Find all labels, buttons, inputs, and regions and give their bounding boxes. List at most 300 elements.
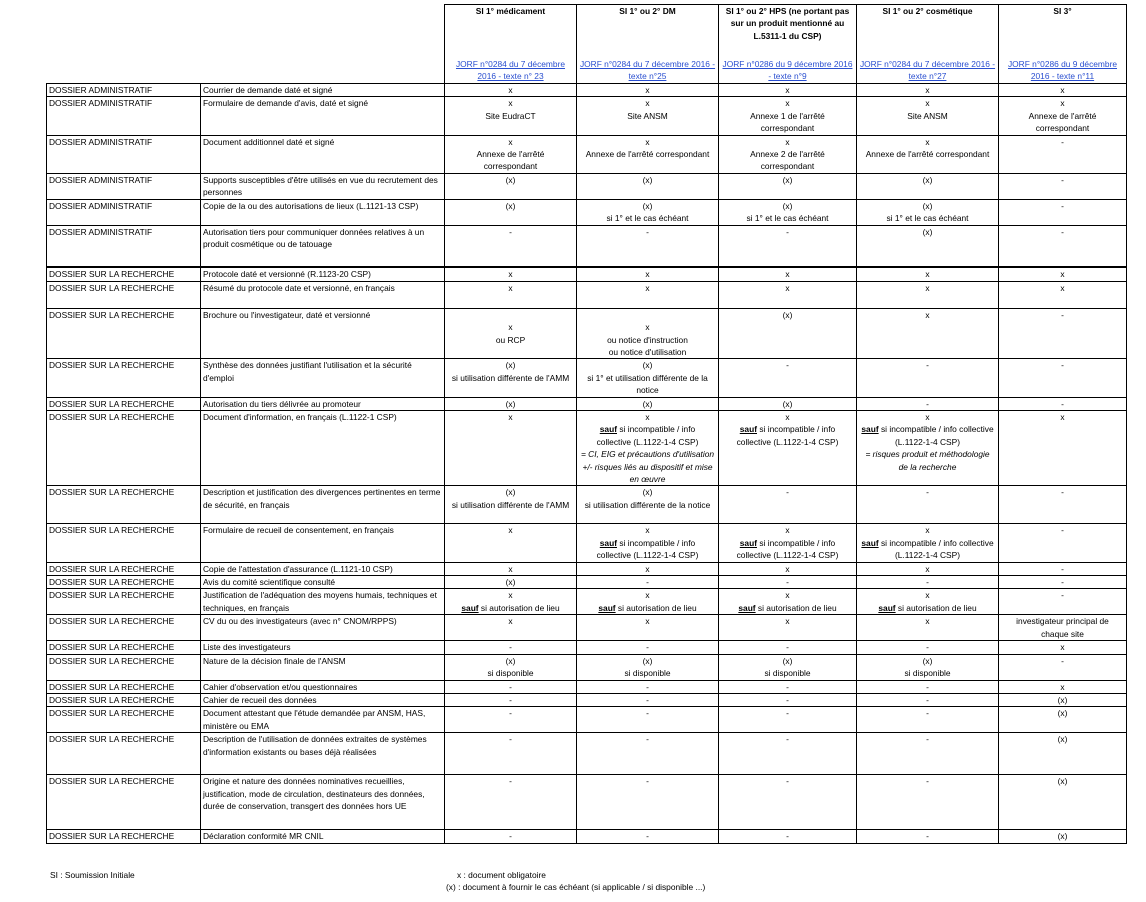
requirement-cell [719,397,857,410]
table-row [47,615,1127,641]
requirement-cell [999,562,1127,575]
cell-line: (x) [1057,776,1068,787]
cell-line: Site ANSM [627,110,668,121]
cell-line: - [926,734,929,745]
table-row [47,135,1127,173]
cell-line: x [785,525,790,536]
requirement-cell [577,97,719,135]
cell-line: x [785,136,790,147]
category-cell: DOSSIER SUR LA RECHERCHE [47,733,201,775]
requirement-cell [999,707,1127,733]
cell-line: - [1061,655,1064,666]
requirement-cell [577,707,719,733]
cell-line: - [1061,525,1064,536]
document-cell: Déclaration conformité MR CNIL [201,830,445,843]
document-cell: Liste des investigateurs [201,641,445,654]
requirement-cell [857,641,999,654]
requirement-cell [719,173,857,199]
cell-line: - [786,708,789,719]
cell-line: (x) [922,200,933,211]
document-cell: Formulaire de recueil de consentement, en français [201,524,445,562]
cell-line: - [786,734,789,745]
cell-line: x [785,616,790,627]
requirement-cell [999,267,1127,281]
requirement-cell [577,281,719,308]
exception-keyword: sauf [599,424,617,435]
table-row [47,589,1127,615]
requirement-cell [719,562,857,575]
cell-line: (x) [782,398,793,409]
cell-line: x [645,322,650,333]
requirement-cell [577,84,719,97]
requirement-cell [445,135,577,173]
requirement-cell [719,267,857,281]
requirement-cell [857,84,999,97]
requirements-table [46,4,1127,844]
table-row [47,693,1127,706]
cell-line: - [926,694,929,705]
requirement-cell [445,615,577,641]
requirement-cell [577,615,719,641]
jorf-reference-link[interactable]: JORF n°0286 du 9 décembre 2016 - texte n°11 [1007,59,1118,81]
requirement-cell [719,84,857,97]
requirement-cell [857,173,999,199]
cell-line: - [646,708,649,719]
requirement-cell [999,486,1127,524]
table-row [47,576,1127,589]
cell-line: notice [636,385,659,396]
requirement-cell [999,135,1127,173]
cell-line-exception: sauf si incompatible / info [739,537,836,548]
cell-line: correspondant [1035,123,1090,134]
cell-line: x [508,269,513,280]
table-row [47,654,1127,680]
cell-line: x [925,85,930,95]
category-cell: DOSSIER SUR LA RECHERCHE [47,775,201,830]
cell-line: x [925,590,930,601]
table-row [47,267,1127,281]
cell-line: x [785,563,790,574]
document-cell: Brochure ou l'investigateur, daté et versionné [201,308,445,359]
cell-line: - [646,681,649,692]
category-cell: DOSSIER SUR LA RECHERCHE [47,707,201,733]
category-cell: DOSSIER SUR LA RECHERCHE [47,524,201,562]
cell-line-exception: sauf si autorisation de lieu [878,602,977,613]
cell-line: - [1061,577,1064,588]
category-cell: DOSSIER SUR LA RECHERCHE [47,654,201,680]
category-cell: DOSSIER SUR LA RECHERCHE [47,308,201,359]
cell-line: (x) [642,174,653,185]
requirement-cell [857,654,999,680]
cell-line: x [645,136,650,147]
requirement-cell [999,589,1127,615]
document-cell: Document d'information, en français (L.1122-1 CSP) [201,411,445,486]
requirement-cell [445,576,577,589]
category-cell: DOSSIER SUR LA RECHERCHE [47,830,201,843]
requirement-cell [857,225,999,267]
cell-line: collective (L.1122-1-4 CSP) [736,436,839,447]
cell-line: x [508,616,513,627]
cell-spacer [447,309,574,321]
requirement-cell [719,641,857,654]
cell-line-exception: sauf si incompatible / info [599,424,696,435]
requirement-cell [719,830,857,843]
cell-line: si 1° et le cas échéant [606,213,689,224]
cell-line: (x) [922,226,933,237]
requirement-cell [999,359,1127,397]
cell-line: - [926,360,929,371]
cell-line: x [785,590,790,601]
requirement-cell [719,411,857,486]
cell-line: Annexe de l'arrêté [1028,110,1097,121]
requirement-cell [445,486,577,524]
requirement-cell [445,589,577,615]
requirement-cell [445,654,577,680]
cell-line: - [1061,487,1064,498]
cell-line: x [1060,282,1065,293]
category-cell: DOSSIER SUR LA RECHERCHE [47,576,201,589]
cell-line: (x) [505,487,516,498]
cell-line: - [926,398,929,409]
exception-keyword: sauf [461,602,479,613]
requirement-cell [445,733,577,775]
requirement-cell [719,225,857,267]
cell-line: x [645,98,650,109]
cell-line-exception: sauf si autorisation de lieu [598,602,697,613]
cell-line: - [1061,398,1064,409]
cell-line: si disponible [487,668,534,679]
exception-keyword: sauf [861,424,879,435]
requirement-cell [999,775,1127,830]
cell-line: x [925,282,930,293]
requirement-cell [445,411,577,486]
document-cell: Cahier d'observation et/ou questionnaires [201,680,445,693]
document-cell: Autorisation tiers pour communiquer données relatives à un produit cosmétique ou de tatouage [201,225,445,267]
requirement-cell [719,589,857,615]
cell-line: Annexe 2 de l'arrêté [750,149,825,160]
cell-line: - [926,831,929,842]
jorf-reference-link[interactable]: JORF n°0284 du 7 décembre 2016 - texte n° 23 [455,59,566,81]
cell-line: x [508,525,513,536]
cell-line: (x) [642,398,653,409]
cell-line: x [508,590,513,601]
requirement-cell [719,359,857,397]
table-row [47,775,1127,830]
requirement-cell [577,173,719,199]
cell-line: - [509,708,512,719]
requirement-cell [999,524,1127,562]
cell-line: - [646,226,649,237]
document-cell: Origine et nature des données nominatives recueillies, justification, mode de circulation, destinateurs des données, durée de conservation, transgert des données hors UE [201,775,445,830]
requirement-cell [857,97,999,135]
cell-line-exception: sauf si autorisation de lieu [461,602,560,613]
cell-line: x [925,563,930,574]
cell-line: x [645,412,650,422]
exception-keyword: sauf [739,537,757,548]
cell-line: - [926,577,929,588]
requirement-cell [999,641,1127,654]
cell-line: x [1060,412,1065,422]
requirement-cell [999,411,1127,486]
requirement-cell [857,707,999,733]
requirement-cell [857,775,999,830]
requirement-cell [445,562,577,575]
table-row [47,199,1127,225]
table-row [47,733,1127,775]
requirement-cell [857,524,999,562]
cell-line: - [509,831,512,842]
cell-line: - [646,694,649,705]
category-cell: DOSSIER SUR LA RECHERCHE [47,693,201,706]
table-row [47,641,1127,654]
cell-line: (x) [1057,694,1068,705]
requirement-cell [445,707,577,733]
document-cell: Résumé du protocole date et versionné, en français [201,281,445,308]
requirement-cell [999,654,1127,680]
legend-x: x : document obligatoire [457,870,546,880]
document-cell: Protocole daté et versionné (R.1123-20 CSP) [201,267,445,281]
requirement-cell [577,308,719,359]
cell-line: x [1060,269,1065,280]
cell-line: si disponible [764,668,811,679]
cell-line: Annexe de l'arrêté correspondant [585,149,710,160]
requirement-cell [857,733,999,775]
table-row [47,524,1127,562]
cell-line: x [508,282,513,293]
column-title: SI 1° médicament [475,6,546,16]
requirement-cell [857,830,999,843]
cell-line: (L.1122-1-4 CSP) [894,436,960,447]
column-title: SI 1° ou 2° HPS (ne portant pas sur un produit mentionné au L.5311-1 du CSP) [725,6,850,41]
requirement-cell [719,524,857,562]
cell-line-note: = risques produit et méthodologie [865,449,990,460]
document-cell: Description de l'utilisation de données extraites de systèmes d'information existants ou bases déjà réalisées [201,733,445,775]
document-cell: Copie de la ou des autorisations de lieux (L.1121-13 CSP) [201,199,445,225]
cell-line: - [509,226,512,237]
cell-line: - [786,642,789,653]
table-row [47,562,1127,575]
requirement-cell [719,97,857,135]
requirement-cell [577,411,719,486]
table-row [47,281,1127,308]
requirement-cell [445,199,577,225]
cell-line: (x) [1057,708,1068,719]
table-row [47,84,1127,97]
requirement-cell [857,397,999,410]
requirement-cell [577,830,719,843]
cell-line: x [645,282,650,293]
jorf-reference-link[interactable]: JORF n°0284 du 7 décembre 2016 - texte n°27 [859,59,996,81]
category-cell: DOSSIER SUR LA RECHERCHE [47,562,201,575]
cell-line: (x) [505,655,516,666]
requirement-cell [577,225,719,267]
requirement-cell [999,97,1127,135]
requirement-cell [577,576,719,589]
requirement-cell [445,524,577,562]
table-row [47,680,1127,693]
requirement-cell [577,562,719,575]
requirement-cell [857,693,999,706]
legend-si: SI : Soumission Initiale [50,870,135,880]
exception-keyword: sauf [738,602,756,613]
cell-line: - [1061,309,1064,320]
table-row [47,308,1127,359]
cell-line: x [785,98,790,109]
requirement-cell [445,281,577,308]
category-cell: DOSSIER ADMINISTRATIF [47,173,201,199]
document-cell: Avis du comité scientifique consulté [201,576,445,589]
category-cell: DOSSIER ADMINISTRATIF [47,84,201,97]
requirement-cell [857,589,999,615]
table-row [47,830,1127,843]
requirement-cell [577,654,719,680]
column-header-medicament [445,5,577,84]
jorf-reference-link[interactable]: JORF n°0286 du 9 décembre 2016 - texte n°9 [722,59,853,81]
cell-line: chaque site [1041,628,1084,639]
table-row [47,97,1127,135]
requirement-cell [577,524,719,562]
requirement-cell [999,680,1127,693]
cell-line: - [1061,174,1064,185]
requirement-cell [857,281,999,308]
requirement-cell [857,267,999,281]
cell-line: x [508,412,513,422]
cell-line: - [926,708,929,719]
cell-line: x [785,269,790,280]
header-blank-document [201,5,445,84]
requirement-cell [999,397,1127,410]
requirement-cell [719,707,857,733]
cell-line: - [646,734,649,745]
cell-line: (x) [782,200,793,211]
cell-line: x [645,85,650,95]
cell-line-note: de la recherche [898,461,957,472]
table-row [47,486,1127,524]
requirement-cell [445,830,577,843]
cell-line: (x) [782,309,793,320]
requirement-cell [857,562,999,575]
cell-line: - [786,487,789,498]
cell-line: correspondant [760,123,815,134]
category-cell: DOSSIER SUR LA RECHERCHE [47,267,201,281]
requirement-cell [999,308,1127,359]
cell-line: - [926,681,929,692]
category-cell: DOSSIER ADMINISTRATIF [47,135,201,173]
cell-line: (x) [922,174,933,185]
cell-line: x [925,98,930,109]
document-cell: Cahier de recueil des données [201,693,445,706]
exception-keyword: sauf [878,602,896,613]
cell-line: x [508,136,513,147]
document-cell: Supports susceptibles d'être utilisés en vue du recrutement des personnes [201,173,445,199]
document-cell: Formulaire de demande d'avis, daté et signé [201,97,445,135]
requirement-cell [577,199,719,225]
category-cell: DOSSIER SUR LA RECHERCHE [47,615,201,641]
category-cell: DOSSIER SUR LA RECHERCHE [47,589,201,615]
requirement-cell [577,775,719,830]
requirement-cell [999,173,1127,199]
requirement-cell [445,641,577,654]
cell-line: Site ANSM [907,110,948,121]
table-row [47,173,1127,199]
cell-line: x [1060,681,1065,692]
cell-line: (x) [642,487,653,498]
cell-line: si utilisation différente de la notice [584,499,711,510]
requirement-cell [577,486,719,524]
requirement-cell [445,267,577,281]
requirement-cell [445,225,577,267]
cell-line: collective (L.1122-1-4 CSP) [736,550,839,561]
cell-line: - [1061,590,1064,601]
cell-line: - [926,776,929,787]
document-cell: Autorisation du tiers délivrée au promoteur [201,397,445,410]
requirement-cell [445,308,577,359]
cell-line: x [1060,85,1065,95]
cell-line: - [1061,360,1064,371]
table-row [47,359,1127,397]
cell-line-exception: sauf si autorisation de lieu [738,602,837,613]
requirement-cell [577,693,719,706]
cell-line: - [509,776,512,787]
requirement-cell [445,775,577,830]
requirement-cell [857,680,999,693]
cell-line: ou notice d'utilisation [608,346,687,357]
jorf-reference-link[interactable]: JORF n°0284 du 7 décembre 2016 - texte n°25 [579,59,716,81]
cell-line: x [645,590,650,601]
requirement-cell [577,267,719,281]
cell-line: x [785,412,790,422]
exception-keyword: sauf [861,537,879,548]
cell-line: si 1° et le cas échéant [886,213,969,224]
document-cell: Document attestant que l'étude demandée par ANSM, HAS, ministère ou EMA [201,707,445,733]
document-cell: Description et justification des divergences pertinentes en terme de sécurité, en français [201,486,445,524]
requirement-cell [999,693,1127,706]
cell-line: - [1061,563,1064,574]
cell-line: - [786,694,789,705]
cell-line: (x) [505,200,516,211]
cell-line: si 1° et le cas échéant [746,213,829,224]
cell-line: - [646,831,649,842]
cell-line: - [786,776,789,787]
cell-line: - [646,577,649,588]
requirement-cell [857,486,999,524]
requirement-cell [577,680,719,693]
cell-line: - [786,226,789,237]
document-cell: Courrier de demande daté et signé [201,84,445,97]
cell-line: (x) [922,655,933,666]
cell-line: investigateur principal de [1016,616,1109,627]
cell-line: - [509,734,512,745]
requirement-cell [577,641,719,654]
requirement-cell [857,199,999,225]
requirement-cell [999,733,1127,775]
column-header-hps [719,5,857,84]
legend-xp: (x) : document à fournir le cas échéant (si applicable / si disponible ...) [446,882,706,892]
requirement-cell [719,680,857,693]
requirement-cell [999,830,1127,843]
cell-line: - [1061,226,1064,237]
cell-line: (x) [782,655,793,666]
exception-keyword: sauf [599,537,617,548]
cell-line: x [645,525,650,536]
requirement-cell [719,615,857,641]
cell-line: x [508,322,513,333]
category-cell: DOSSIER SUR LA RECHERCHE [47,641,201,654]
category-cell: DOSSIER SUR LA RECHERCHE [47,411,201,486]
cell-line: si 1° et utilisation différente de la [587,372,708,383]
category-cell: DOSSIER SUR LA RECHERCHE [47,486,201,524]
cell-line-note: en œuvre [629,474,666,485]
